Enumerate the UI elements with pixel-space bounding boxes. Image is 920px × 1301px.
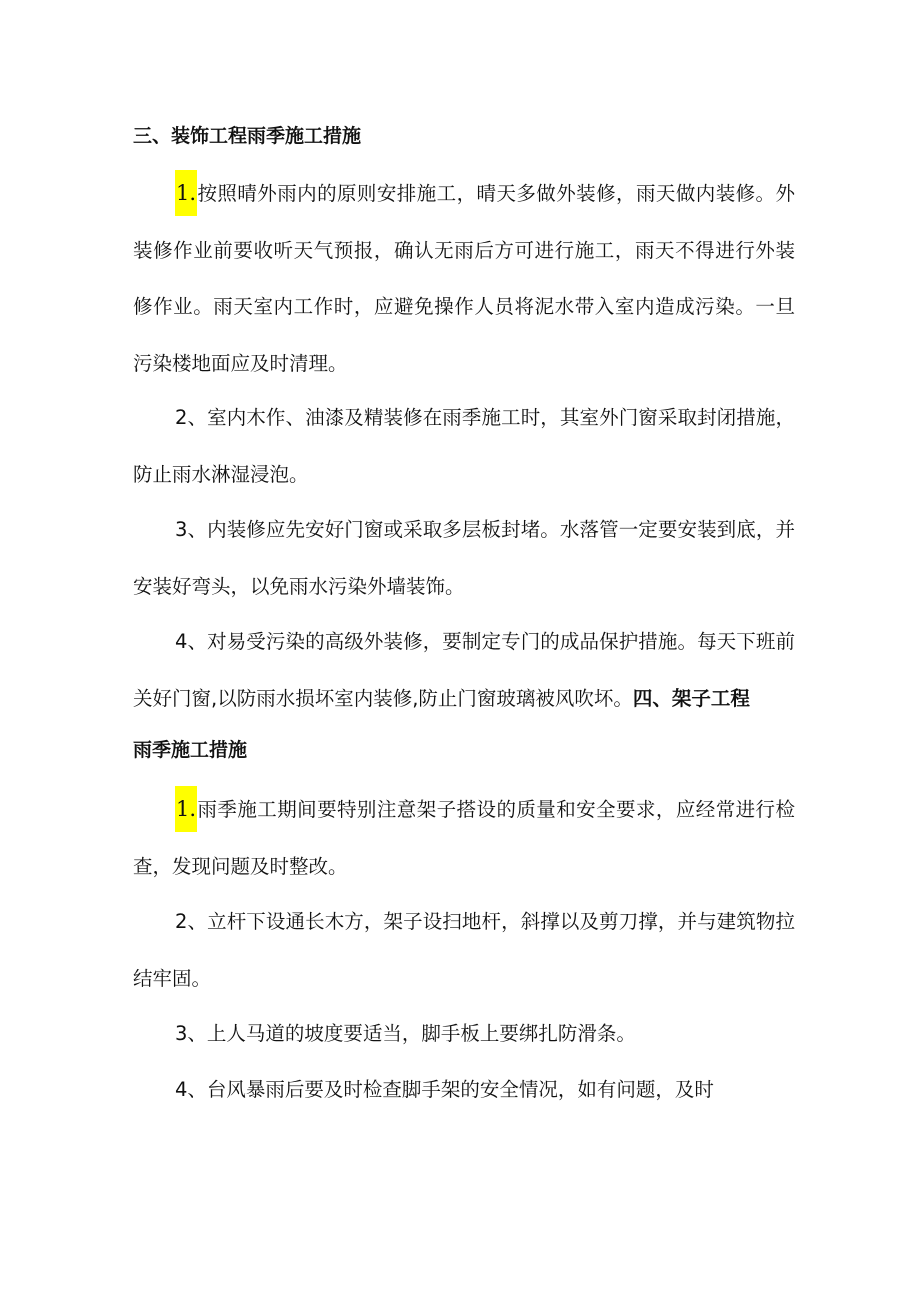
paragraph-text: 按照晴外雨内的原则安排施工，晴天多做外装修，雨天做内装修。外装修作业前要收听天气预报，确认无雨后方可进行施工，雨天不得进行外装修作业。雨天室内工作时，应避免操作人员将泥水带入室内造成污染。一旦污染楼地面应及时清理。 [133,182,795,375]
paragraph-3-2 [133,390,795,503]
paragraph-text: 2、室内木作、油漆及精装修在雨季施工时，其室外门窗采取封闭措施，防止雨水淋湿浸泡。 [133,406,795,486]
paragraph-text: 2、立杆下设通长木方，架子设扫地杆，斜撑以及剪刀撑，并与建筑物拉结牢固。 [133,910,795,990]
highlighted-number: 1. [175,786,197,832]
paragraph-text: 雨季施工期间要特别注意架子搭设的质量和安全要求，应经常进行检查，发现问题及时整改。 [133,798,795,878]
paragraph-4-1 [133,782,795,895]
section-heading-4-cont: 雨季施工措施 [133,739,248,761]
paragraph-4-4 [133,1062,795,1119]
section-heading-3: 三、装饰工程雨季施工措施 [133,125,362,147]
paragraph-4-3 [133,1006,795,1063]
highlighted-number: 1. [175,170,197,216]
paragraph-3-4 [133,614,795,727]
paragraph-text: 4、台风暴雨后要及时检查脚手架的安全情况，如有问题，及时 [175,1078,714,1101]
paragraph-text: 4、对易受污染的高级外装修，要制定专门的成品保护措施。每天下班前关好门窗,以防雨水损坏室内装修,防止门窗玻璃被风吹坏。 [133,630,795,710]
paragraph-text: 3、上人马道的坡度要适当，脚手板上要绑扎防滑条。 [175,1022,636,1045]
section-heading-4-start: 四、架子工程 [632,686,750,710]
paragraph-3-1 [133,166,795,392]
paragraph-4-2 [133,894,795,1007]
paragraph-3-3 [133,502,795,615]
paragraph-text: 3、内装修应先安好门窗或采取多层板封堵。水落管一定要安装到底，并安装好弯头，以免雨水污染外墙装饰。 [133,518,795,598]
